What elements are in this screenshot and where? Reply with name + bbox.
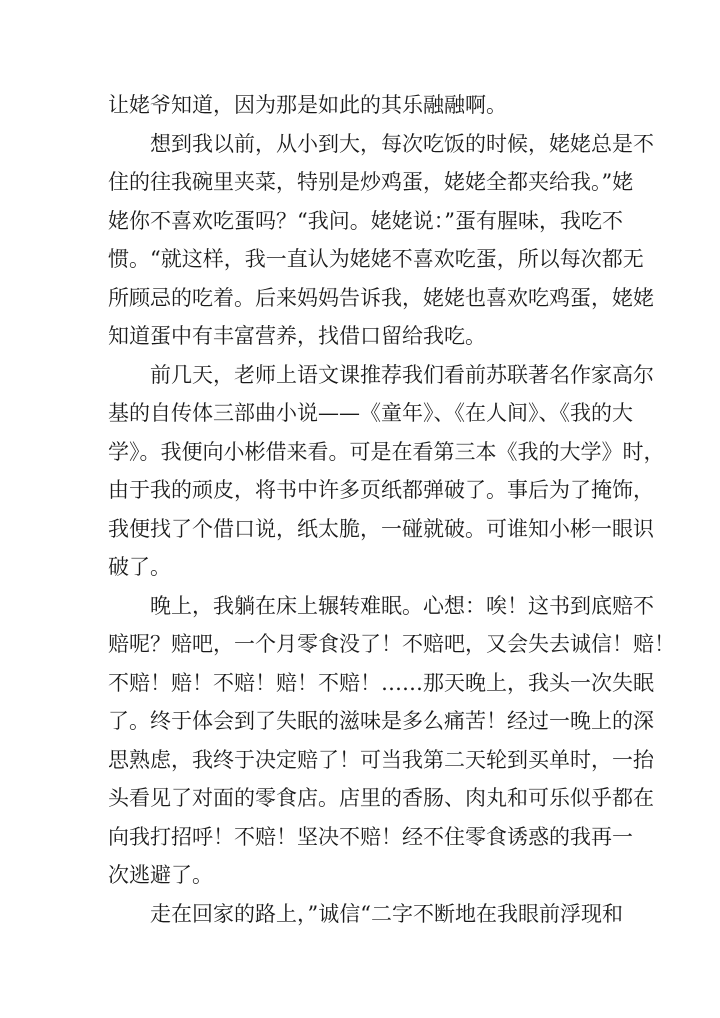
text-line: 基的自传体三部曲小说——《童年》、《在人间》、《我的大 <box>108 401 633 425</box>
text-line: 向我打招呼！不赔！坚决不赔！经不住零食诱惑的我再一 <box>108 824 633 849</box>
document-body <box>108 86 675 933</box>
text-line: 次逃避了。 <box>108 863 213 887</box>
text-line: 我便找了个借口说，纸太脆，一碰就破。可谁知小彬一眼识 <box>108 516 654 541</box>
text-line: 姥你不喜欢吃蛋吗？“我问。姥姥说：”蛋有腥味，我吃不 <box>108 208 623 233</box>
text-line: 住的往我碗里夹菜，特别是炒鸡蛋，姥姥全都夹给我。”姥 <box>108 170 634 194</box>
text-line: 所顾忌的吃着。后来妈妈告诉我，姥姥也喜欢吃鸡蛋，姥姥 <box>108 285 654 310</box>
text-line: 想到我以前，从小到大，每次吃饭的时候，姥姥总是不 <box>150 131 654 156</box>
text-line: 前几天，老师上语文课推荐我们看前苏联著名作家高尔 <box>150 362 654 387</box>
text-line: 让姥爷知道，因为那是如此的其乐融融啊。 <box>108 93 507 117</box>
text-line: 惯。“就这样，我一直认为姥姥不喜欢吃蛋，所以每次都无 <box>108 247 644 271</box>
text-line: 了。终于体会到了失眠的滋味是多么痛苦！经过一晚上的深 <box>108 709 654 733</box>
text-line: 思熟虑，我终于决定赔了！可当我第二天轮到买单时，一抬 <box>108 747 654 772</box>
text-line: 赔呢？赔吧，一个月零食没了！不赔吧，又会失去诚信！赔！ <box>108 632 675 656</box>
text-line: 不赔！赔！不赔！赔！不赔！……那天晚上，我头一次失眠 <box>108 670 654 695</box>
text-line: 学》。我便向小彬借来看。可是在看第三本《我的大学》时， <box>108 439 665 464</box>
text-line: 知道蛋中有丰富营养，找借口留给我吃。 <box>108 324 486 348</box>
text-line: 由于我的顽皮，将书中许多页纸都弹破了。事后为了掩饰， <box>108 478 654 502</box>
text-line: 晚上，我躺在床上辗转难眠。心想：唉！这书到底赔不 <box>150 593 654 618</box>
text-line: 破了。 <box>108 555 171 579</box>
text-line: 走在回家的路上，”诚信“二字不断地在我眼前浮现和 <box>150 901 623 926</box>
text-line: 头看见了对面的零食店。店里的香肠、肉丸和可乐似乎都在 <box>108 786 654 810</box>
